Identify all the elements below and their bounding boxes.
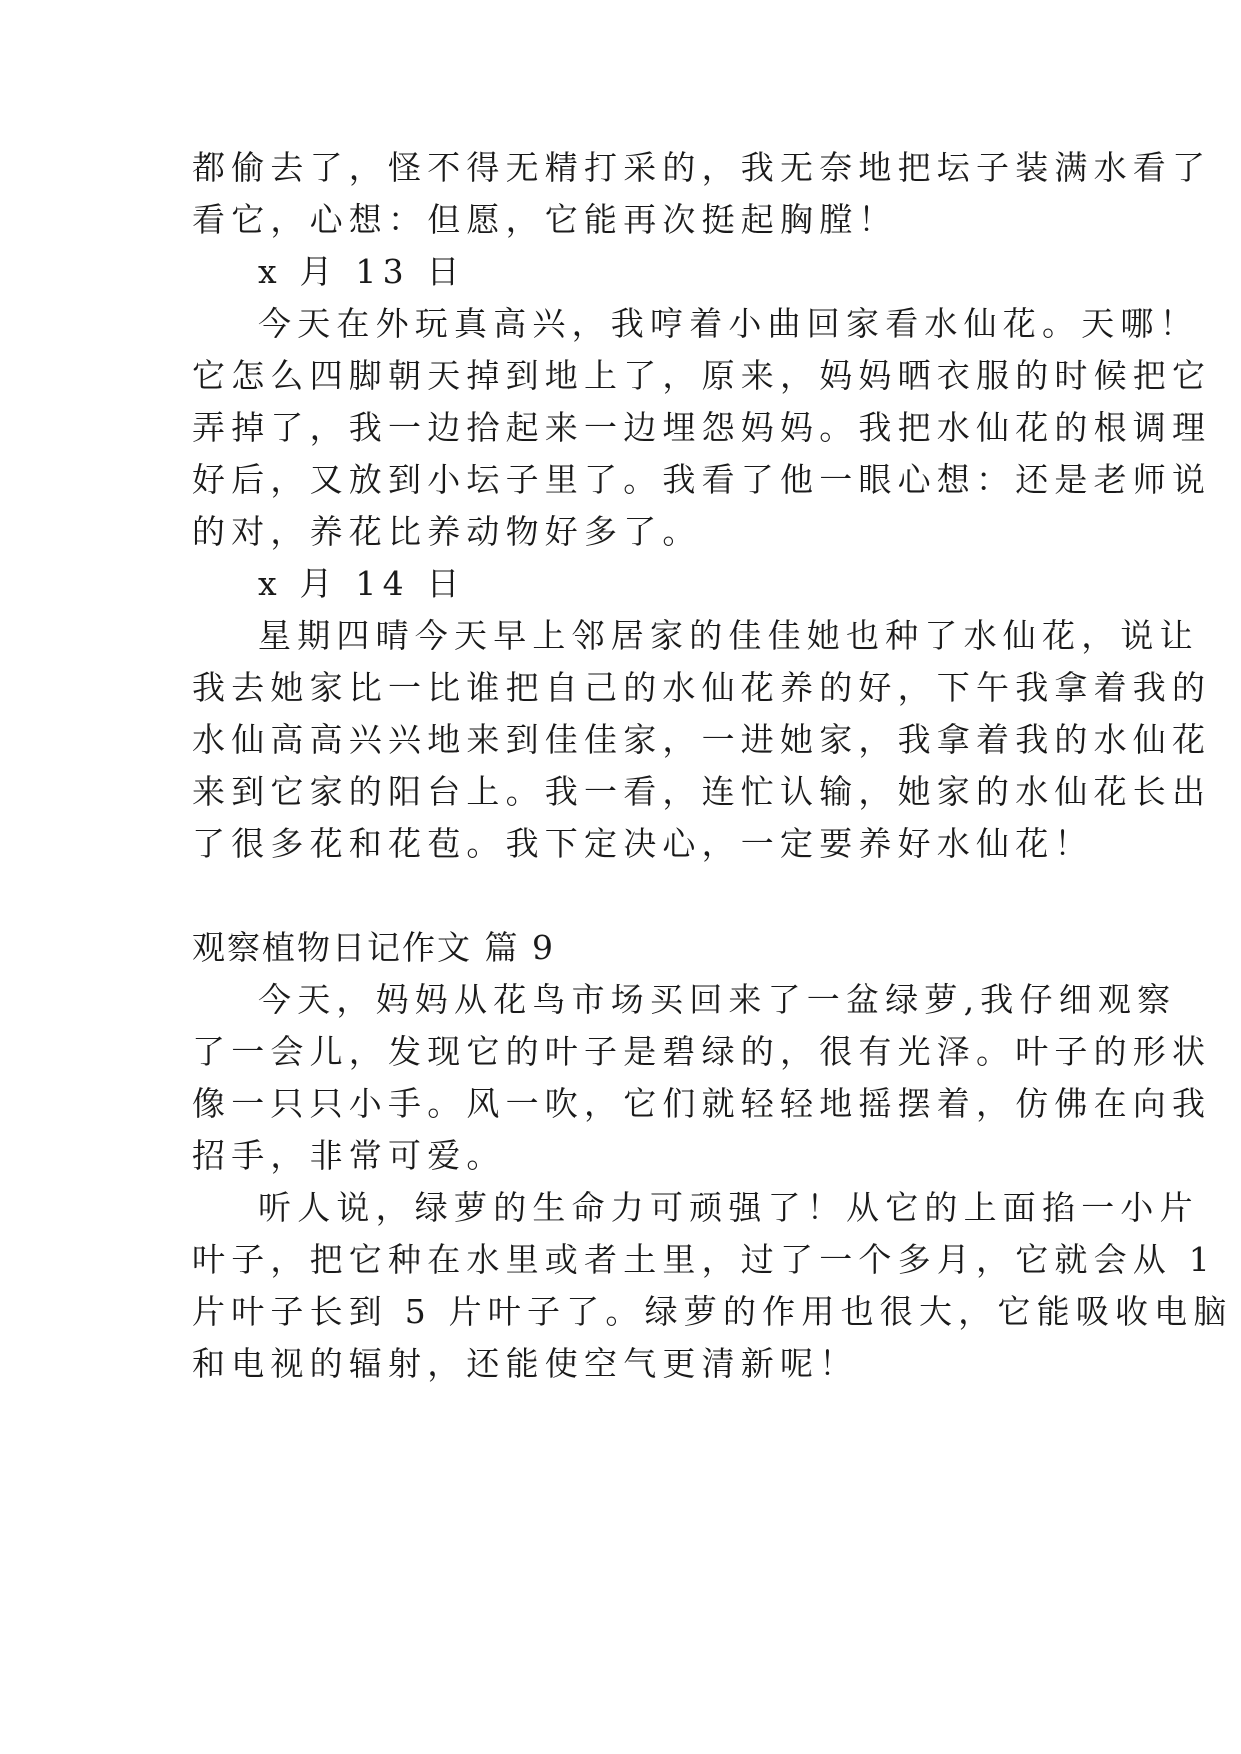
text-line: 今天在外玩真高兴，我哼着小曲回家看水仙花。天哪！ [258,304,1199,343]
text-line: 好后，又放到小坛子里了。我看了他一眼心想：还是老师说 [192,460,1212,499]
diary-date: x 月 13 日 [258,252,466,291]
text-line: 弄掉了，我一边拾起来一边埋怨妈妈。我把水仙花的根调理 [192,408,1212,447]
text-line: 它怎么四脚朝天掉到地上了，原来，妈妈晒衣服的时候把它 [192,356,1212,395]
text-line: 听人说，绿萝的生命力可顽强了！从它的上面掐一小片 [258,1188,1199,1227]
text-line: 水仙高高兴兴地来到佳佳家，一进她家，我拿着我的水仙花 [192,720,1212,759]
diary-date: x 月 14 日 [258,564,466,603]
text-line: 了很多花和花苞。我下定决心，一定要养好水仙花！ [192,824,1094,863]
text-line: 看它，心想：但愿，它能再次挺起胸膛！ [192,200,898,239]
text-line: 片叶子长到 5 片叶子了。绿萝的作用也很大，它能吸收电脑 [192,1292,1233,1331]
text-line: 我去她家比一比谁把自己的水仙花养的好，下午我拿着我的 [192,668,1212,707]
text-line: 招手，非常可爱。 [192,1136,506,1175]
text-line: 来到它家的阳台上。我一看，连忙认输，她家的水仙花长出 [192,772,1212,811]
text-line: 像一只只小手。风一吹，它们就轻轻地摇摆着，仿佛在向我 [192,1084,1212,1123]
text-line: 的对，养花比养动物好多了。 [192,512,702,551]
text-line: 了一会儿，发现它的叶子是碧绿的，很有光泽。叶子的形状 [192,1032,1212,1071]
text-line: 叶子，把它种在水里或者土里，过了一个多月，它就会从 1 [192,1240,1216,1279]
text-line: 都偷去了，怪不得无精打采的，我无奈地把坛子装满水看了 [192,148,1212,187]
section-heading: 观察植物日记作文 篇 9 [192,928,555,967]
text-line: 今天，妈妈从花鸟市场买回来了一盆绿萝,我仔细观察 [258,980,1177,1019]
text-line: 和电视的辐射，还能使空气更清新呢！ [192,1344,859,1383]
text-line: 星期四晴今天早上邻居家的佳佳她也种了水仙花，说让 [258,616,1199,655]
